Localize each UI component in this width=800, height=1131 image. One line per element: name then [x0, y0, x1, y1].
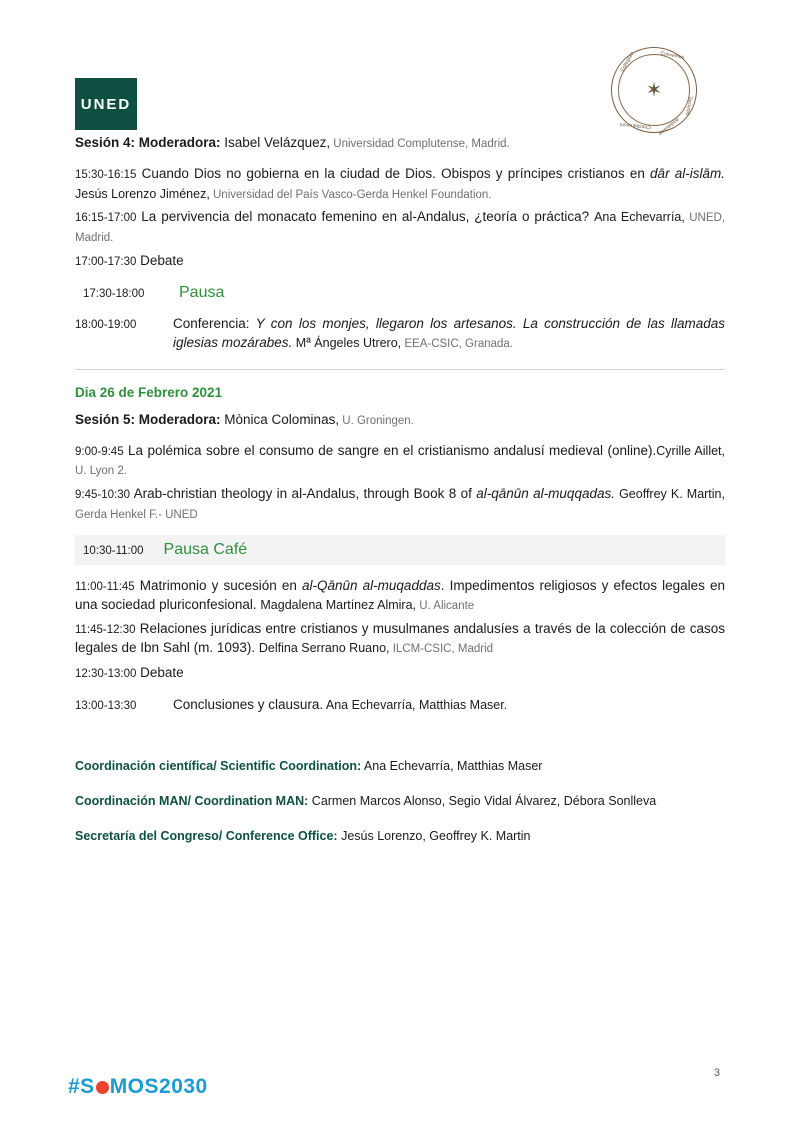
- talk-item: [75, 164, 725, 204]
- conference-speaker: Mª Ángeles Utrero,: [292, 336, 402, 351]
- talk-item: [75, 484, 725, 523]
- day-heading: Dia 26 de Febrero 2021: [75, 385, 223, 401]
- conference-lead: Conferencia:: [173, 316, 256, 332]
- credits-block: [75, 758, 725, 846]
- somos2030-logo: [68, 1075, 208, 1099]
- debate-label: Debate: [136, 665, 184, 680]
- somos2030-suffix: MOS2030: [109, 1075, 208, 1098]
- seal-text-ring: [611, 47, 697, 137]
- talk-title-italic: al-qānūn al-muqqadas.: [476, 485, 615, 501]
- congress-seal-icon: [611, 47, 697, 137]
- conclusions-speakers: Ana Echevarría, Matthias Maser.: [323, 697, 508, 712]
- talk-time: 15:30-16:15: [75, 168, 137, 181]
- session4-heading-label: Sesión 4: Moderadora:: [75, 135, 221, 150]
- credit-label: Secretaría del Congreso/ Conference Office:: [75, 829, 338, 844]
- break-time: 17:30-18:00: [83, 288, 145, 301]
- conclusions-time: 13:00-13:30: [75, 699, 137, 712]
- uned-logo: [75, 78, 137, 130]
- talk-title: La pervivencia del monacato femenino en al-Andalus, ¿teoría o práctica?: [136, 209, 595, 225]
- session4-moderator: Isabel Velázquez,: [220, 135, 331, 150]
- credit-value: Ana Echevarría, Matthias Maser: [361, 758, 543, 773]
- talk-speaker: Jesús Lorenzo Jiménez,: [75, 186, 210, 201]
- debate-time: 12:30-13:00: [75, 668, 137, 680]
- talk-title-tail: . Impedimentos religiosos y efectos legales en una sociedad pluriconfesional.: [75, 577, 725, 613]
- talk-title: La polémica sobre el consumo de sangre en el cristianismo andalusí medieval (online).: [123, 442, 657, 458]
- credit-item: [75, 793, 725, 810]
- conference-time: 18:00-19:00: [75, 319, 137, 332]
- conclusions-label: Conclusiones y clausura.: [173, 696, 324, 712]
- credit-item: [75, 828, 725, 845]
- page-number: 3: [713, 1067, 720, 1079]
- session5-moderator-affiliation: U. Groningen.: [339, 414, 414, 427]
- session5-heading: [75, 411, 725, 430]
- talk-time: 16:15-17:00: [75, 212, 137, 225]
- talk-item: [75, 619, 725, 658]
- seal-word: Collegium: [619, 50, 636, 73]
- talk-title: Cuando Dios no gobierna en la ciudad de Dios. Obispos y príncipes cristianos en: [141, 165, 651, 181]
- talk-item: [75, 441, 725, 480]
- talk-time: 9:00-9:45: [75, 445, 124, 458]
- talk-affiliation: Gerda Henkel F.- UNED: [75, 508, 198, 521]
- talk-speaker: Cyrille Aillet,: [656, 443, 726, 458]
- conference-row: [75, 314, 725, 353]
- talk-title-italic: al-Qānūn al-muqaddas: [302, 577, 441, 593]
- seal-word: Andalusiae: [656, 116, 680, 137]
- coffee-break-row: [75, 535, 725, 565]
- talk-title: Matrimonio y sucesión en: [134, 577, 303, 593]
- uned-logo-text: UNED: [80, 95, 132, 113]
- session5-moderator: Mònica Colominas,: [220, 411, 340, 427]
- debate-item: [75, 664, 725, 683]
- talk-affiliation: UNED, Madrid.: [75, 212, 725, 245]
- conference-affiliation: EEA-CSIC, Granada.: [401, 338, 514, 351]
- coffee-break-label: Pausa Café: [163, 540, 248, 558]
- seal-center-glyph: ✶: [645, 79, 663, 102]
- conference-title: Y con los monjes, llegaron los artesanos. La construcción de las llamadas iglesias mozárabes.: [173, 316, 725, 351]
- talk-item: [75, 207, 725, 246]
- session5-heading-label: Sesión 5: Moderadora:: [75, 411, 221, 427]
- debate-time: 17:00-17:30: [75, 256, 137, 269]
- seal-word: Conventus: [659, 50, 685, 61]
- coffee-break-time: 10:30-11:00: [83, 544, 144, 557]
- page-header: [75, 0, 725, 137]
- session4-heading: [75, 134, 725, 153]
- talk-speaker: Geoffrey K. Martin,: [614, 486, 725, 501]
- conclusions-row: [75, 697, 725, 712]
- talk-speaker: Delfina Serrano Ruano,: [258, 641, 390, 656]
- break-label: Pausa: [179, 284, 225, 302]
- talk-affiliation: ILCM-CSIC, Madrid: [389, 643, 494, 656]
- talk-time: 9:45-10:30: [75, 488, 130, 501]
- seal-word: Christianorum: [619, 121, 652, 130]
- conclusions-body: [173, 697, 507, 712]
- credit-item: [75, 758, 725, 775]
- session4-moderator-affiliation: Universidad Complutense, Madrid.: [330, 138, 510, 150]
- talk-affiliation: U. Alicante: [416, 600, 475, 613]
- credit-value: Carmen Marcos Alonso, Segio Vidal Álvarez, Débora Sonlleva: [308, 794, 657, 809]
- debate-item: [75, 252, 725, 271]
- section-divider: [75, 369, 725, 370]
- talk-title: Arab-christian theology in al-Andalus, through Book 8 of: [130, 485, 477, 501]
- credit-label: Coordinación científica/ Scientific Coordination:: [75, 758, 362, 773]
- talk-time: 11:45-12:30: [75, 623, 136, 636]
- conference-body: [173, 314, 725, 353]
- talk-affiliation: U. Lyon 2.: [75, 465, 127, 478]
- somos2030-prefix: #S: [68, 1075, 95, 1098]
- talk-speaker: Magdalena Martínez Almira,: [260, 598, 417, 613]
- talk-title-italic: dār al-islām.: [650, 165, 725, 181]
- talk-affiliation: Universidad del País Vasco-Gerda Henkel Foundation.: [209, 188, 492, 201]
- seal-word: Societas: [684, 95, 694, 116]
- debate-label: Debate: [136, 253, 184, 269]
- talk-time: 11:00-11:45: [75, 580, 135, 593]
- talk-item: [75, 576, 725, 615]
- talk-speaker: Ana Echevarría,: [594, 210, 685, 225]
- break-row: [75, 284, 725, 302]
- talk-title: Relaciones jurídicas entre cristianos y musulmanes andalusíes a través de la colección de casos legales de Ibn Sahl (m. 1093).: [75, 620, 725, 656]
- credit-label: Coordinación MAN/ Coordination MAN:: [75, 794, 309, 809]
- somos2030-dot-icon: [96, 1081, 109, 1094]
- credit-value: Jesús Lorenzo, Geoffrey K. Martin: [337, 829, 531, 844]
